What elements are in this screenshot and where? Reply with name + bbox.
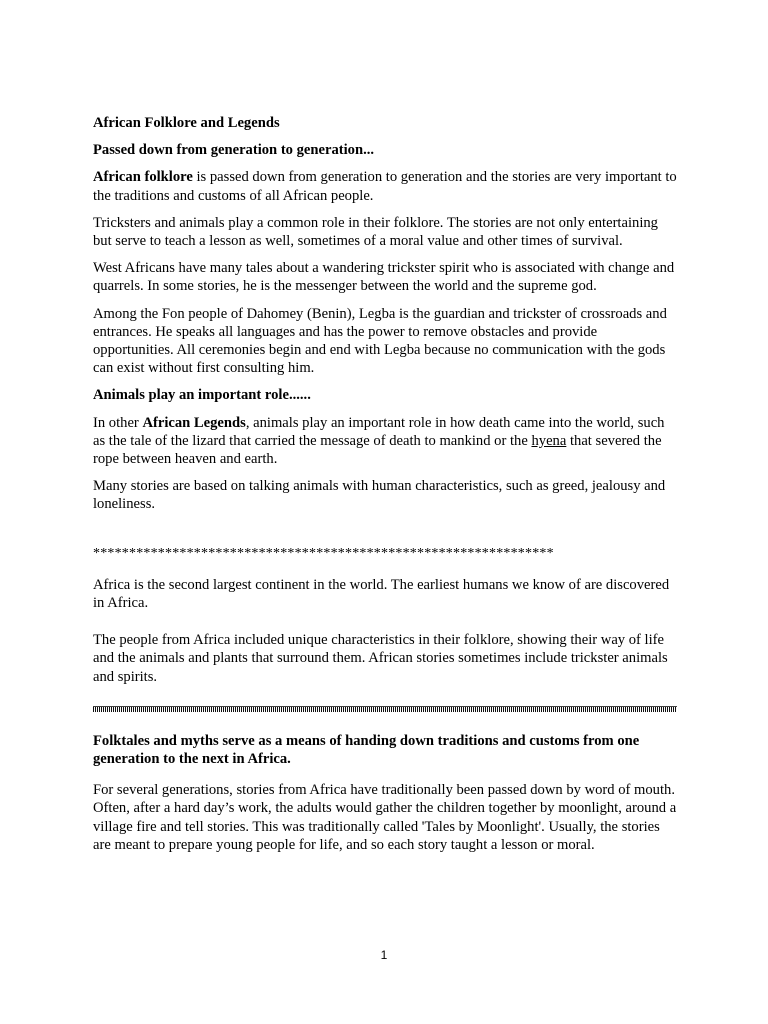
document-body <box>93 114 678 863</box>
subheading-animals: Animals play an important role...... <box>93 387 311 404</box>
paragraph-talking-animals: Many stories are based on talking animals with human characteristics, such as greed, jealousy and loneliness. <box>93 478 666 513</box>
paragraph-west-africans: West Africans have many tales about a wandering trickster spirit who is associated with change and quarrels. In some stories, he is the messenger between the world and the supreme god. <box>93 260 675 295</box>
paragraph-text: is passed down from generation to generation and the stories are very important to the traditions and customs of all African people. <box>93 169 677 204</box>
paragraph-african-folklore <box>93 168 678 204</box>
paragraph-tales-by-moonlight: For several generations, stories from Africa have traditionally been passed down by word of mouth. Often, after a hard day’s work, the adults would gather the children together by moonlight, around a village fire and tell stories. This was traditionally called 'Tales by Moonlight'. Usually, the stories are meant to prepare young people for life, and so each story taught a lesson or moral. <box>93 782 677 853</box>
paragraph-folktales-myths: Folktales and myths serve as a means of handing down traditions and customs from one generation to the next in Africa. <box>93 732 640 768</box>
paragraph-text: In other <box>93 414 143 431</box>
asterisk-divider: **************************************************************** <box>93 545 554 561</box>
paragraph-tricksters: Tricksters and animals play a common role in their folklore. The stories are not only entertaining but serve to teach a lesson as well, sometimes of a moral value and other times of survival. <box>93 214 658 250</box>
paragraph-african-legends <box>93 414 678 469</box>
paragraph-text: that severed the rope between heaven and earth. <box>93 432 662 468</box>
hatched-divider <box>93 706 677 712</box>
paragraph-africa-continent: Africa is the second largest continent in the world. The earliest humans we know of are discovered in Africa. <box>93 576 670 612</box>
hyena-link[interactable]: hyena <box>531 432 567 449</box>
document-title: African Folklore and Legends <box>93 115 280 131</box>
page-number: 1 <box>380 948 388 962</box>
subheading-passed-down: Passed down from generation to generation... <box>93 142 375 159</box>
paragraph-legba: Among the Fon people of Dahomey (Benin), Legba is the guardian and trickster of crossroads and entrances. He speaks all languages and has the power to remove obstacles and provide opportunities. All ceremonies begin and end with Legba because no communication with the gods can exist without first consulting him. <box>93 305 667 377</box>
bold-term-african-legends: African Legends <box>142 414 246 431</box>
paragraph-unique-characteristics: The people from Africa included unique characteristics in their folklore, showing their way of life and the animals and plants that surround them. African stories sometimes include trickster animals and spirits. <box>93 632 668 685</box>
paragraph-text: , animals play an important role in how death came into the world, such as the tale of the lizard that carried the message of death to mankind or the <box>93 414 665 449</box>
bold-term-african-folklore: African folklore <box>93 169 193 186</box>
